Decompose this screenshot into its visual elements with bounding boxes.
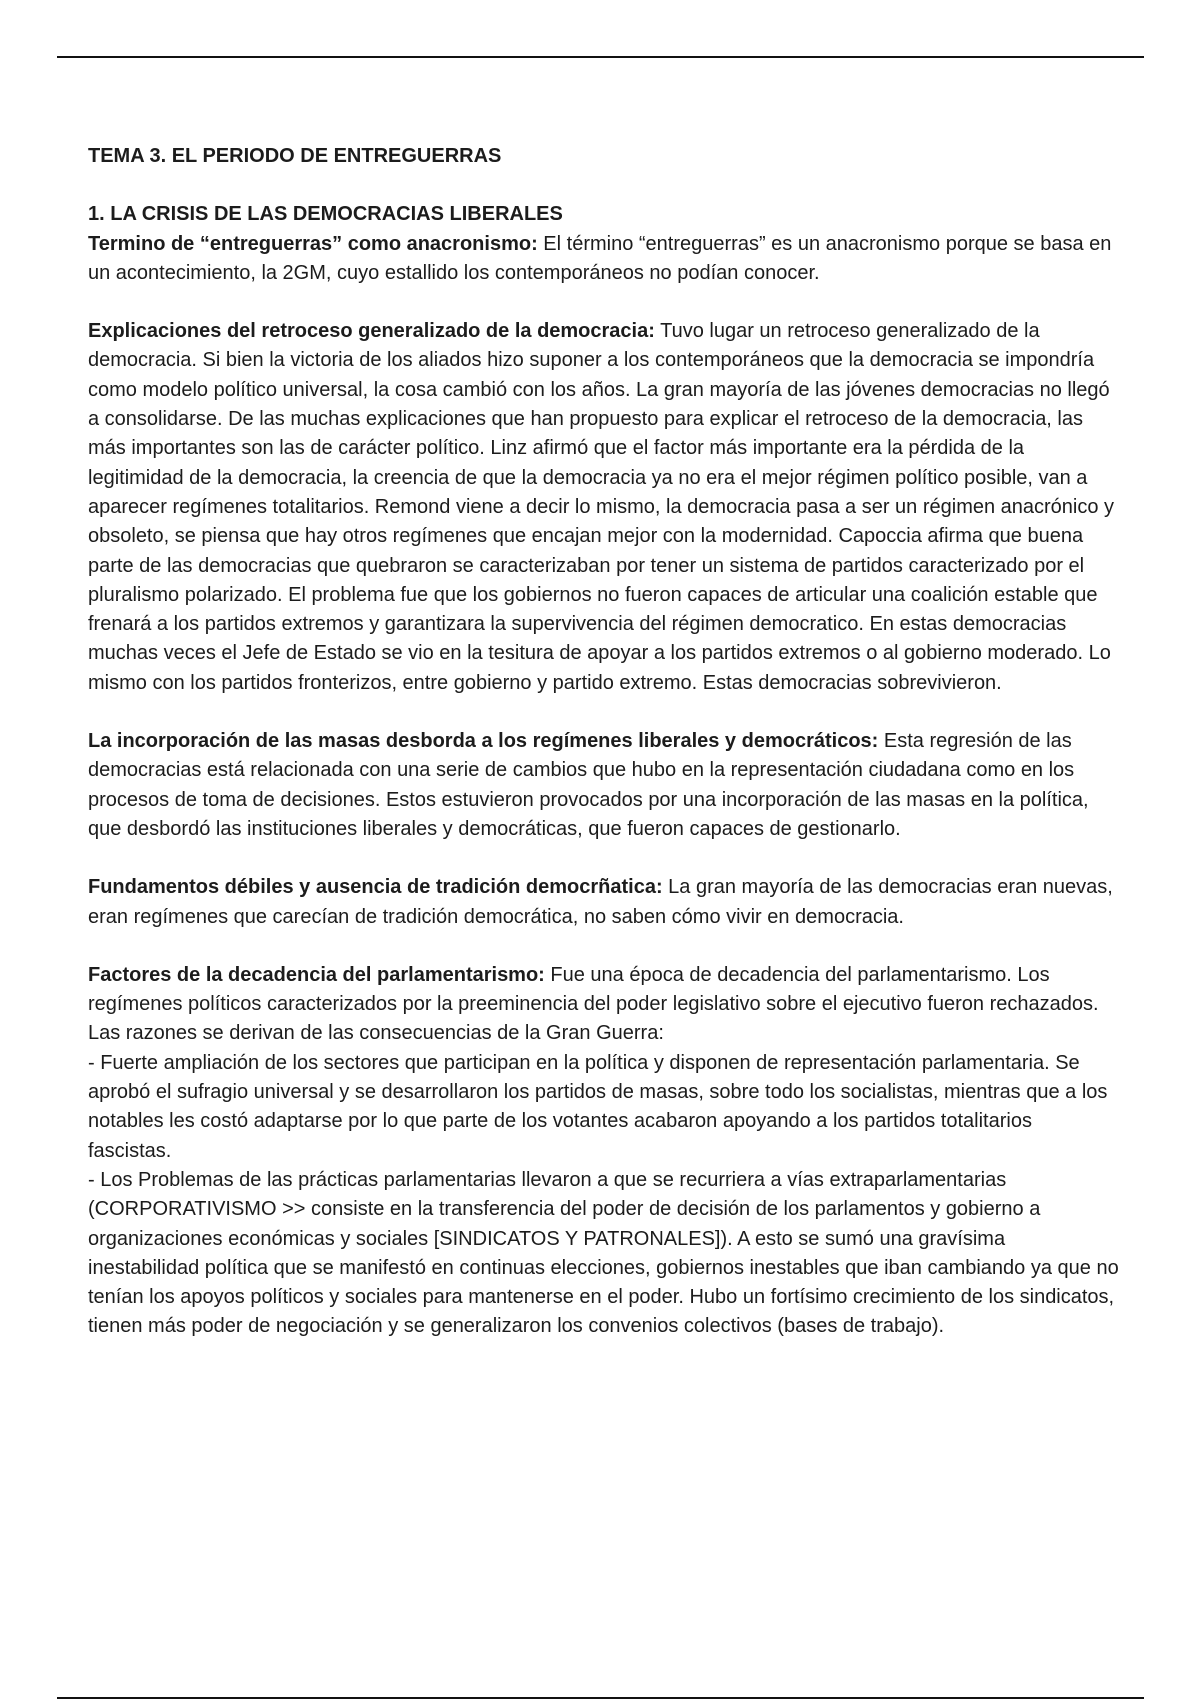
paragraph-text: Fue una época de decadencia del parlamentarismo. Los regímenes políticos caracterizados por la preeminencia del poder legislativo sobre el ejecutivo fueron rechazados. Las razones se derivan de las consecuencias de la Gran Guerra: xyxy=(88,963,1099,1045)
paragraph-term: Factores de la decadencia del parlamentarismo: xyxy=(88,963,545,986)
paragraph-term: La incorporación de las masas desborda a los regímenes liberales y democráticos: xyxy=(88,730,879,753)
paragraph-text: Esta regresión de las democracias está relacionada con una serie de cambios que hubo en la representación ciudadana como en los procesos de toma de decisiones. Estos estuvieron provocados por una incorporación de las masas en la política, que desbordó las instituciones liberales y democráticas, que fueron capaces de gestionarlo. xyxy=(88,730,1089,840)
document-title: TEMA 3. EL PERIODO DE ENTREGUERRAS xyxy=(88,145,502,167)
section-title: 1. LA CRISIS DE LAS DEMOCRACIAS LIBERALES xyxy=(88,203,563,226)
paragraph-retroceso xyxy=(88,317,1120,698)
top-rule xyxy=(57,56,1144,58)
paragraph-entreguerras xyxy=(88,230,1120,289)
document-body xyxy=(88,142,1120,1342)
paragraph-parlamentarismo xyxy=(88,961,1120,1049)
paragraph-term: Termino de “entreguerras” como anacronismo: xyxy=(88,232,538,255)
paragraph-term: Explicaciones del retroceso generalizado de la democracia: xyxy=(88,320,655,343)
paragraph-fundamentos xyxy=(88,873,1120,932)
bullet-item: - Fuerte ampliación de los sectores que participan en la política y disponen de representación parlamentaria. Se aprobó el sufragio universal y se desarrollaron los partidos de masas, sobre todo los socialistas, mientras que a los notables les costó adaptarse por lo que parte de los votantes acabaron apoyando a los partidos totalitarios fascistas. xyxy=(88,1051,1108,1162)
paragraph-masas xyxy=(88,727,1120,844)
paragraph-term: Fundamentos débiles y ausencia de tradición democrñatica: xyxy=(88,876,663,899)
paragraph-text: La gran mayoría de las democracias eran nuevas, eran regímenes que carecían de tradición democrática, no saben cómo vivir en democracia. xyxy=(88,876,1113,928)
paragraph-text: Tuvo lugar un retroceso generalizado de la democracia. Si bien la victoria de los aliados hizo suponer a los contemporáneos que la democracia se impondría como modelo político universal, la cosa cambió con los años. La gran mayoría de las jóvenes democracias no llegó a consolidarse. De las muchas explicaciones que han propuesto para explicar el retroceso de la democracia, las más importantes son las de carácter político. Linz afirmó que el factor más importante era la pérdida de la legitimidad de la democracia, la creencia de que la democracia ya no era el mejor régimen político posible, van a aparecer regímenes totalitarios. Remond viene a decir lo mismo, la democracia pasa a ser un régimen anacrónico y obsoleto, se piensa que hay otros regímenes que encajan mejor con la modernidad. Capoccia afirma que buena parte de las democracias que quebraron se caracterizaban por tener un sistema de partidos caracterizado por el pluralismo polarizado. El problema fue que los gobiernos no fueron capaces de articular una coalición estable que frenará a los partidos extremos y garantizara la supervivencia del régimen democratico. En estas democracias muchas veces el Jefe de Estado se vio en la tesitura de apoyar a los partidos extremos o al gobierno moderado. Lo mismo con los partidos fronterizos, entre gobierno y partido extremo. Estas democracias sobrevivieron. xyxy=(88,320,1115,694)
paragraph-text: El término “entreguerras” es un anacronismo porque se basa en un acontecimiento, la 2GM, cuyo estallido los contemporáneos no podían conocer. xyxy=(88,232,1112,284)
bottom-rule xyxy=(57,1697,1144,1699)
bullet-item: - Los Problemas de las prácticas parlamentarias llevaron a que se recurriera a vías extraparlamentarias (CORPORATIVISMO >> consiste en la transferencia del poder de decisión de los parlamentos y gobierno a organizaciones económicas y sociales [SINDICATOS Y PATRONALES]). A esto se sumó una gravísima inestabilidad política que se manifestó en continuas elecciones, gobiernos inestables que iban cambiando ya que no tenían los apoyos políticos y sociales para mantenerse en el poder. Hubo un fortísimo crecimiento de los sindicatos, tienen más poder de negociación y se generalizaron los convenios colectivos (bases de trabajo). xyxy=(88,1168,1119,1338)
